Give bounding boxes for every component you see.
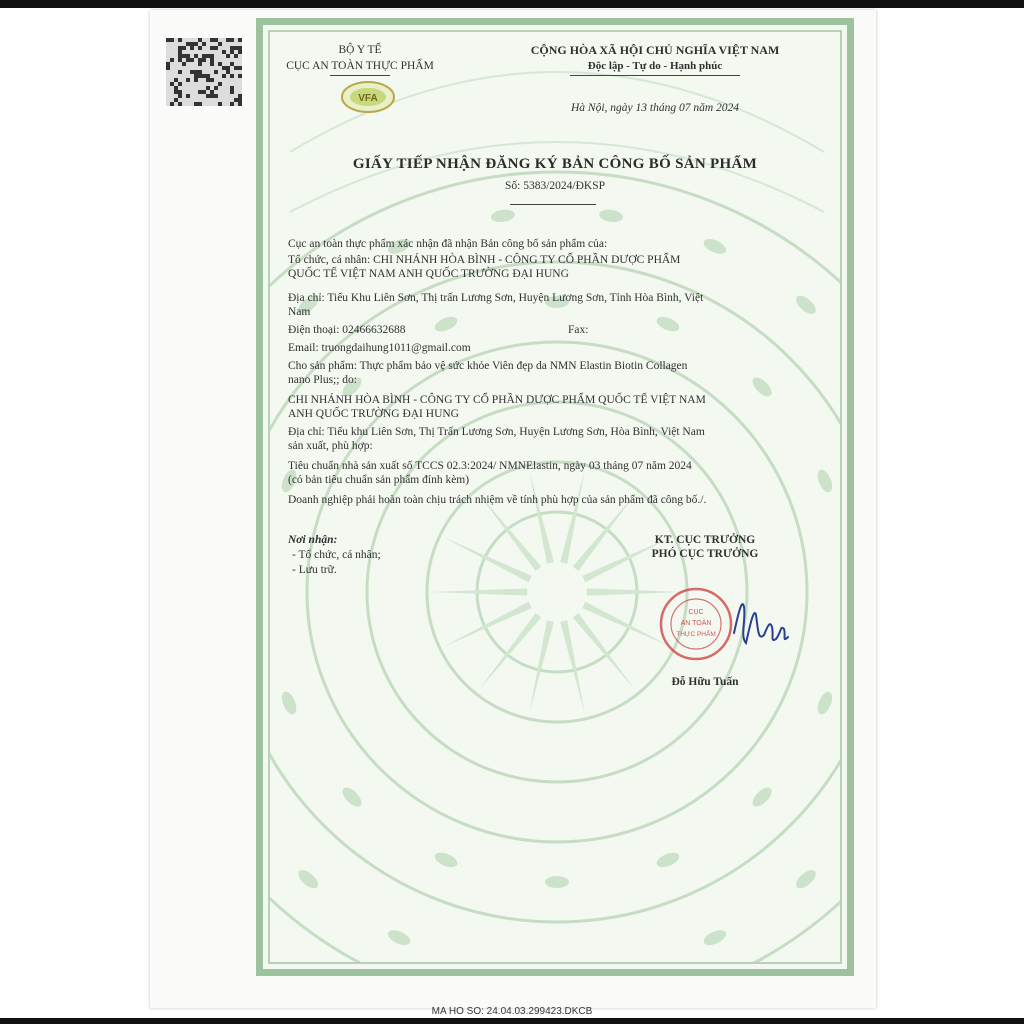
- qr-code: [166, 38, 242, 106]
- recipient-item-2: - Lưu trữ.: [292, 564, 337, 576]
- republic-name: CỘNG HÒA XÃ HỘI CHỦ NGHĨA VIỆT NAM: [530, 43, 780, 57]
- recipients-heading: Nơi nhận:: [288, 534, 338, 546]
- agency-underline: [330, 75, 390, 76]
- intro-line: Cục an toàn thực phẩm xác nhận đã nhận Bản công bố sản phẩm của:: [288, 238, 608, 250]
- bottom-dark-bar: [0, 1018, 1024, 1024]
- phone-line: Điện thoại: 02466632688: [288, 324, 406, 336]
- product-line-2: nano Plus;; do:: [288, 374, 358, 386]
- manufacturer-address-line-1: Địa chỉ: Tiểu khu Liên Sơn, Thị Trấn Lương Sơn, Huyện Lương Sơn, Hòa Bình, Việt Nam: [288, 426, 705, 438]
- document-title: GIẤY TIẾP NHẬN ĐĂNG KÝ BẢN CÔNG BỐ SẢN PHẨM: [352, 156, 758, 172]
- logo-text: VFA: [358, 93, 378, 104]
- organization-line-2: QUỐC TẾ VIỆT NAM ANH QUỐC TRƯỜNG ĐẠI HUNG: [288, 268, 569, 280]
- fax-line: Fax:: [568, 324, 589, 336]
- manufacturer-address-line-2: sản xuất, phù hợp:: [288, 440, 373, 452]
- organization-address-line-1: Địa chỉ: Tiểu Khu Liên Sơn, Thị trấn Lương Sơn, Huyện Lương Sơn, Tỉnh Hòa Bình, Việt: [288, 292, 704, 304]
- manufacturer-line-1: CHI NHÁNH HÒA BÌNH - CÔNG TY CỔ PHẦN DƯỢC PHẨM QUỐC TẾ VIỆT NAM: [288, 394, 706, 406]
- seal-text-3: THỰC PHẨM: [676, 631, 716, 638]
- motto-underline: [570, 75, 740, 76]
- recipient-item-1: - Tổ chức, cá nhân;: [292, 549, 381, 561]
- standard-line-2: (có bản tiêu chuẩn sản phẩm đính kèm): [288, 474, 470, 486]
- seal-text-1: CỤC: [688, 609, 704, 616]
- responsibility-line: Doanh nghiệp phải hoàn toàn chịu trách nhiệm về tính phù hợp của sản phẩm đã công bố./.: [288, 494, 707, 506]
- national-motto: Độc lập - Tự do - Hạnh phúc: [587, 60, 723, 72]
- email-line: Email: truongdaihung1011@gmail.com: [288, 342, 471, 354]
- standard-line-1: Tiêu chuẩn nhà sản xuất số TCCS 02.3:2024/ NMNElastin, ngày 03 tháng 07 năm 2024: [288, 460, 692, 472]
- manufacturer-line-2: ANH QUỐC TRƯỜNG ĐẠI HUNG: [288, 408, 459, 420]
- signer-name: Đỗ Hữu Tuấn: [671, 676, 739, 688]
- handwritten-signature: [720, 585, 800, 665]
- seal-text-2: AN TOÀN: [680, 620, 712, 627]
- organization-line-1: Tổ chức, cá nhân: CHI NHÁNH HÒA BÌNH - CÔNG TY CỔ PHẦN DƯỢC PHẨM: [288, 254, 681, 266]
- dossier-code: MA HO SO: 24.04.03.299423.DKCB: [431, 1006, 593, 1017]
- document-number: Số: 5383/2024/ĐKSP: [504, 180, 605, 192]
- title-underline: [510, 204, 596, 205]
- ministry-name: BỘ Y TẾ: [338, 44, 382, 56]
- top-dark-bar: [0, 0, 1024, 8]
- signer-role-2: PHÓ CỤC TRƯỞNG: [651, 548, 759, 560]
- place-date: Hà Nội, ngày 13 tháng 07 năm 2024: [570, 102, 740, 114]
- signer-role-1: KT. CỤC TRƯỞNG: [654, 534, 756, 546]
- agency-name: CỤC AN TOÀN THỰC PHẨM: [286, 60, 434, 72]
- product-line-1: Cho sản phẩm: Thực phẩm bảo vệ sức khỏe Viên đẹp da NMN Elastin Biotin Collagen: [288, 360, 688, 372]
- vfa-logo: [340, 80, 396, 114]
- organization-address-line-2: Nam: [288, 306, 311, 318]
